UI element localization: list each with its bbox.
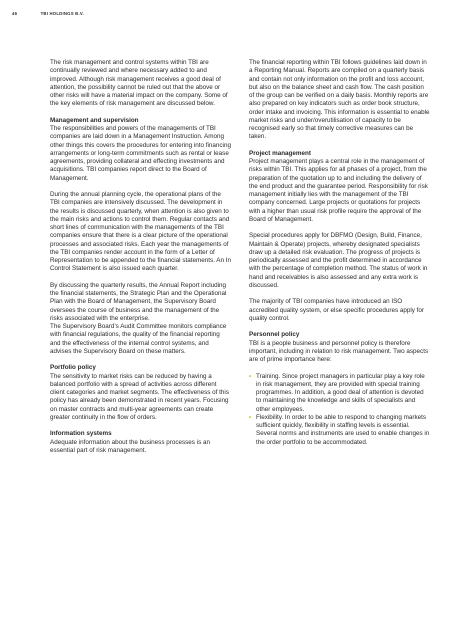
portfolio-policy-heading: Portfolio policy: [50, 364, 96, 372]
management-supervision-heading: Management and supervision: [50, 116, 139, 124]
personnel-paragraph: TBI is a people business and personnel policy is therefore important, including in relation to risk management. Two aspects are of prime importance here:: [249, 339, 429, 363]
project-paragraph-3: The majority of TBI companies have introduced an ISO accredited quality system, or else specific procedures apply for quality control.: [249, 298, 424, 322]
personnel-bullet-list: [249, 373, 430, 447]
information-paragraph: Adequate information about the business processes is an essential part of risk management.: [50, 438, 210, 454]
list-item: • Flexibility. In order to be able to respond to changing markets sufficient quickly, flexibility in staffing levels is essential. Several norms and instruments are used to enable changes in the order portfolio to be accommodated.: [249, 414, 430, 447]
intro-paragraph: The risk management and control systems within TBI are continually reviewed and where necessary added to and improved. Although risk management receives a good deal of attention, the possibility cannot be ruled out that the above or other risks will have a material impact on the company. Some of the key elements of risk management are discussed below.: [50, 59, 228, 108]
page-header: [12, 11, 84, 16]
management-paragraph-2: During the annual planning cycle, the operational plans of the TBI companies are intensively discussed. The development in the results is discussed quarterly, when attention is also given to the main risks and actions to control them. Regular contacts and short lines of communication with the managements of the TBI companies ensure that there is a clear picture of the operational processes and associated risks. Each year the managements of the TBI companies render account in the form of a Letter of Representation to be appended to the financial statements. An In Control Statement is also issued each quarter.: [50, 191, 231, 273]
list-item: • Training. Since project managers in particular play a key role in risk management, they are provided with special training programmes. In addition, a good deal of attention is devoted to maintaining the knowledge and skills of specialists and other employees.: [249, 373, 430, 414]
management-paragraph-3: By discussing the quarterly results, the Annual Report including the financial statements, the Strategic Plan and the Operational Plan with the Board of Management, the Supervisory Board oversees the course of business and the management of the risks associated with the enterprise.: [50, 281, 227, 322]
information-systems-heading: Information systems: [50, 430, 112, 438]
page-number: 46: [12, 11, 18, 16]
right-column: [249, 59, 430, 447]
project-management-heading: Project management: [249, 149, 311, 157]
personnel-policy-heading: Personnel policy: [249, 331, 300, 339]
left-column: [50, 59, 231, 463]
project-paragraph-2: Special procedures apply for DBFMO (Design, Build, Finance, Maintain & Operate) projects, whereby designated specialists draw up a detailed risk evaluation. The progress of projects is periodically assessed and the profit determined in accordance with the percentage of completion method. The status of work in hand and receivables is also assessed and any extra work is discussed.: [249, 232, 428, 289]
management-paragraph-4: The Supervisory Board’s Audit Committee monitors compliance with financial regulations, the quality of the financial reporting and the effectiveness of the internal control systems, and advises the Supervisory Board on these matters.: [50, 323, 227, 355]
company-name: TBI HOLDINGS B.V.: [40, 11, 84, 16]
management-paragraph-1: The responsibilities and powers of the managements of TBI companies are laid down in a Management Instruction. Among other things this covers the procedures for entering into financing arrangements or long-term commitments such as rental or lease agreements, providing collateral and effecting investments and acquisitions. TBI companies report direct to the Board of Management.: [50, 125, 231, 182]
financial-reporting-paragraph: The financial reporting within TBI follows guidelines laid down in a Reporting Manual. Reports are compiled on a quarterly basis and contain not only information on the profit and loss account, but also on the balance sheet and cash flow. The cash position of the group can be verified on a daily basis. Monthly reports are also prepared on key indicators such as order book structure, order intake and invoicing. This information is essential to enable market risks and under/overutilisation of capacity to be recognised early so that timely corrective measures can be taken.: [249, 59, 430, 141]
project-paragraph-1: Project management plays a central role in the management of risks within TBI. This applies for all phases of a project, from the preparation of the quotation up to and including the delivery of the end product and the guarantee period. Responsibility for risk management initially lies with the management of the TBI company concerned. Large projects or quotations for projects with a higher than usual risk profile require the approval of the Board of Management.: [249, 158, 428, 223]
portfolio-paragraph: The sensitivity to market risks can be reduced by having a balanced portfolio with a spread of activities across different client categories and market segments. The effectiveness of this policy has already been demonstrated in recent years. Focusing on master contracts and multi-year agreements can create greater continuity in the flow of orders.: [50, 372, 229, 421]
